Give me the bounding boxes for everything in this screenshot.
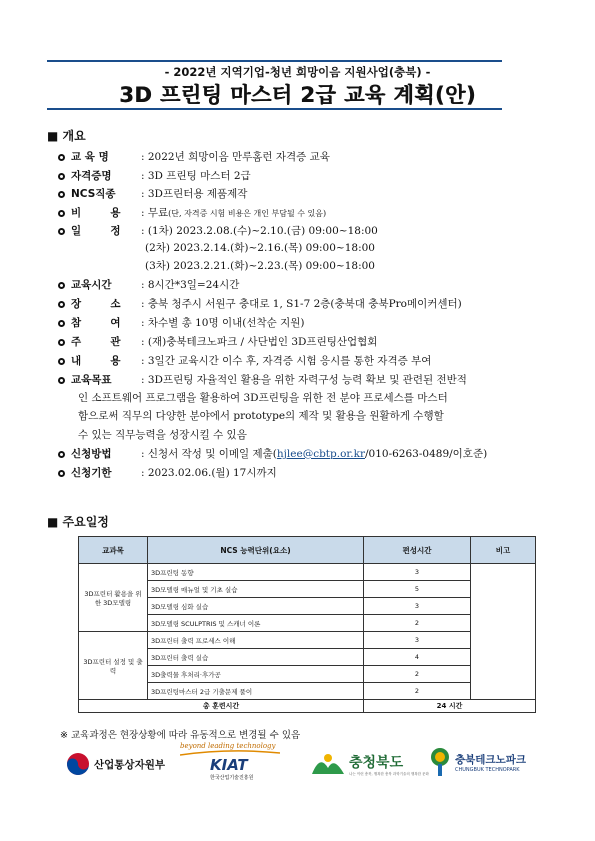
overview-value: 인 소프트웨어 프로그램을 활용하여 3D프린팅을 위한 전 분야 프로세스를 마스터 xyxy=(78,392,448,404)
circle-bullet-icon xyxy=(58,301,65,308)
overview-value: : 3D 프린팅 마스터 2급 xyxy=(141,170,251,182)
overview-item xyxy=(58,372,467,388)
overview-value: : (재)충북테크노파크 / 사단법인 3D프린팅산업협회 xyxy=(141,336,378,348)
email-link[interactable]: hjlee@cbtp.or.kr xyxy=(276,448,365,460)
total-row xyxy=(79,700,536,713)
overview-item xyxy=(78,408,444,424)
overview-item xyxy=(78,390,448,406)
overview-value: : 무료 xyxy=(141,207,169,219)
hours-cell: 2 xyxy=(364,683,471,700)
ncs-unit-cell: 3D프린팅마스터 2급 기출문제 풀이 xyxy=(148,683,364,700)
document-title: 3D 프린팅 마스터 2급 교육 계획(안) xyxy=(119,83,476,107)
cbtp-subname: CHUNGBUK TECHNOPARK xyxy=(455,766,520,773)
table-row xyxy=(79,666,536,683)
hours-cell: 2 xyxy=(364,615,471,632)
taegeuk-icon xyxy=(66,752,90,776)
ncs-unit-cell: 3D모델링 심화 실습 xyxy=(148,598,364,615)
overview-item xyxy=(58,168,251,184)
kiat-tagline: beyond leading technology xyxy=(180,742,276,750)
overview-label: 신청기한 xyxy=(71,467,112,479)
kiat-name: KIAT xyxy=(210,756,248,774)
section-heading-overview: ■ 개요 xyxy=(47,129,86,143)
overview-item xyxy=(58,353,431,369)
overview-value: : 3일간 교육시간 이수 후, 자격증 시험 응시를 통한 자격증 부여 xyxy=(141,355,432,367)
overview-label: 자격증명 xyxy=(71,170,112,182)
overview-value: : 3D프린터용 제품제작 xyxy=(141,188,248,200)
chungbuk-subname: 나는 이런 충북, 행복한 충북 과학기술의 행복한 문화 xyxy=(349,771,429,776)
total-value: 24 시간 xyxy=(364,700,536,713)
title-top-rule xyxy=(47,60,502,62)
circle-bullet-icon xyxy=(58,320,65,327)
overview-value: : 2023.02.06.(월) 17시까지 xyxy=(141,467,277,479)
overview-value-suffix: /010-6263-0489/이호준) xyxy=(365,448,488,460)
total-label: 총 훈련시간 xyxy=(79,700,364,713)
overview-item xyxy=(145,240,375,256)
header-ncs-unit: NCS 능력단위(요소) xyxy=(148,537,364,564)
overview-label: NCS직종 xyxy=(71,188,116,200)
circle-bullet-icon xyxy=(58,470,65,477)
overview-item xyxy=(58,315,305,331)
overview-label: 장 소 xyxy=(71,298,121,310)
remarks-cell xyxy=(471,564,536,700)
ncs-unit-cell: 3D프린팅 동향 xyxy=(148,564,364,581)
overview-value: 함으로써 직무의 다양한 분야에서 prototype의 제작 및 활용을 원활하게 수행할 xyxy=(78,410,444,422)
hours-cell: 3 xyxy=(364,598,471,615)
chungbuk-name: 충청북도 xyxy=(349,754,404,771)
circle-bullet-icon xyxy=(58,191,65,198)
logo-strip xyxy=(0,742,595,792)
pin-icon xyxy=(428,746,452,778)
mountain-icon xyxy=(310,750,346,778)
overview-value: (3차) 2023.2.21.(화)~2.23.(목) 09:00~18:00 xyxy=(145,260,375,272)
overview-item xyxy=(58,223,378,239)
overview-item xyxy=(78,427,247,443)
table-row xyxy=(79,615,536,632)
table-row xyxy=(79,632,536,649)
overview-label: 교육시간 xyxy=(71,279,112,291)
ncs-unit-cell: 3D출력물 후처리·후가공 xyxy=(148,666,364,683)
ncs-unit-cell: 3D모델링 매뉴얼 및 기초 실습 xyxy=(148,581,364,598)
header-hours: 편성시간 xyxy=(364,537,471,564)
hours-cell: 4 xyxy=(364,649,471,666)
overview-value: 수 있는 직무능력을 성장시킬 수 있음 xyxy=(78,429,247,441)
overview-value: : 충북 청주시 서원구 충대로 1, S1-7 2층(충북대 충북Pro메이커센터) xyxy=(141,298,462,310)
overview-item xyxy=(58,446,487,462)
overview-value: : 3D프린팅 자율적인 활용을 위한 자력구성 능력 확보 및 관련된 전반적 xyxy=(141,374,467,386)
kiat-logo xyxy=(180,742,280,781)
overview-label: 일 정 xyxy=(71,225,121,237)
circle-bullet-icon xyxy=(58,210,65,217)
circle-bullet-icon xyxy=(58,173,65,180)
overview-label: 주 관 xyxy=(71,336,121,348)
overview-label: 교 육 명 xyxy=(71,151,109,163)
motie-logo xyxy=(66,752,165,776)
overview-value: : 차수별 총 10명 이내(선착순 지원) xyxy=(141,317,305,329)
section-heading-schedule: ■ 주요일정 xyxy=(47,515,109,529)
circle-bullet-icon xyxy=(58,377,65,384)
circle-bullet-icon xyxy=(58,339,65,346)
hours-cell: 2 xyxy=(364,666,471,683)
overview-item xyxy=(58,465,277,481)
header-remarks: 비고 xyxy=(471,537,536,564)
overview-item xyxy=(58,205,326,221)
footnote: ※ 교육과정은 현장상황에 따라 유동적으로 변경될 수 있음 xyxy=(60,730,301,741)
table-row xyxy=(79,581,536,598)
circle-bullet-icon xyxy=(58,451,65,458)
overview-value: : (1차) 2023.2.08.(수)~2.10.(금) 09:00~18:00 xyxy=(141,225,378,237)
overview-item xyxy=(58,186,247,202)
ncs-unit-cell: 3D프린터 출력 프로세스 이해 xyxy=(148,632,364,649)
table-header-row xyxy=(79,537,536,564)
overview-label: 교육목표 xyxy=(71,374,112,386)
table-row xyxy=(79,564,536,581)
table-row xyxy=(79,649,536,666)
ncs-unit-cell: 3D프린터 출력 실습 xyxy=(148,649,364,666)
schedule-table xyxy=(78,536,536,713)
overview-item xyxy=(58,149,330,165)
overview-label: 신청방법 xyxy=(71,448,112,460)
circle-bullet-icon xyxy=(58,358,65,365)
overview-label: 내 용 xyxy=(71,355,121,367)
overview-value: : 2022년 희망이음 만루홈런 자격증 교육 xyxy=(141,151,330,163)
circle-bullet-icon xyxy=(58,228,65,235)
hours-cell: 3 xyxy=(364,632,471,649)
circle-bullet-icon xyxy=(58,282,65,289)
cbtp-logo xyxy=(428,746,526,778)
overview-note: (단, 자격증 시험 비용은 개인 부담될 수 있음) xyxy=(168,209,327,218)
overview-item xyxy=(58,277,239,293)
overview-label: 참 여 xyxy=(71,317,121,329)
kiat-subname: 한국산업기술진흥원 xyxy=(210,775,254,781)
header-subject: 교과목 xyxy=(79,537,148,564)
chungbuk-logo xyxy=(310,750,429,778)
subject-cell: 3D프린터 활용을 위한 3D모델링 xyxy=(79,564,148,632)
subject-cell: 3D프린터 설정 및 출력 xyxy=(79,632,148,700)
table-row xyxy=(79,683,536,700)
overview-label: 비 용 xyxy=(71,207,121,219)
hours-cell: 3 xyxy=(364,564,471,581)
document-subtitle: - 2022년 지역기업-청년 희망이음 지원사업(충북) - xyxy=(164,65,431,79)
overview-value: (2차) 2023.2.14.(화)~2.16.(목) 09:00~18:00 xyxy=(145,242,375,254)
overview-value: : 8시간*3일=24시간 xyxy=(141,279,240,291)
motie-name: 산업통상자원부 xyxy=(94,758,166,771)
ncs-unit-cell: 3D모델링 SCULPTRIS 및 스캐너 이론 xyxy=(148,615,364,632)
circle-bullet-icon xyxy=(58,154,65,161)
cbtp-name: 충북테크노파크 xyxy=(455,753,527,766)
overview-item xyxy=(145,258,375,274)
overview-value: : 신청서 작성 및 이메일 제출( xyxy=(141,448,277,460)
overview-item xyxy=(58,334,377,350)
overview-item xyxy=(58,296,462,312)
title-bottom-rule xyxy=(47,108,502,110)
table-row xyxy=(79,598,536,615)
hours-cell: 5 xyxy=(364,581,471,598)
